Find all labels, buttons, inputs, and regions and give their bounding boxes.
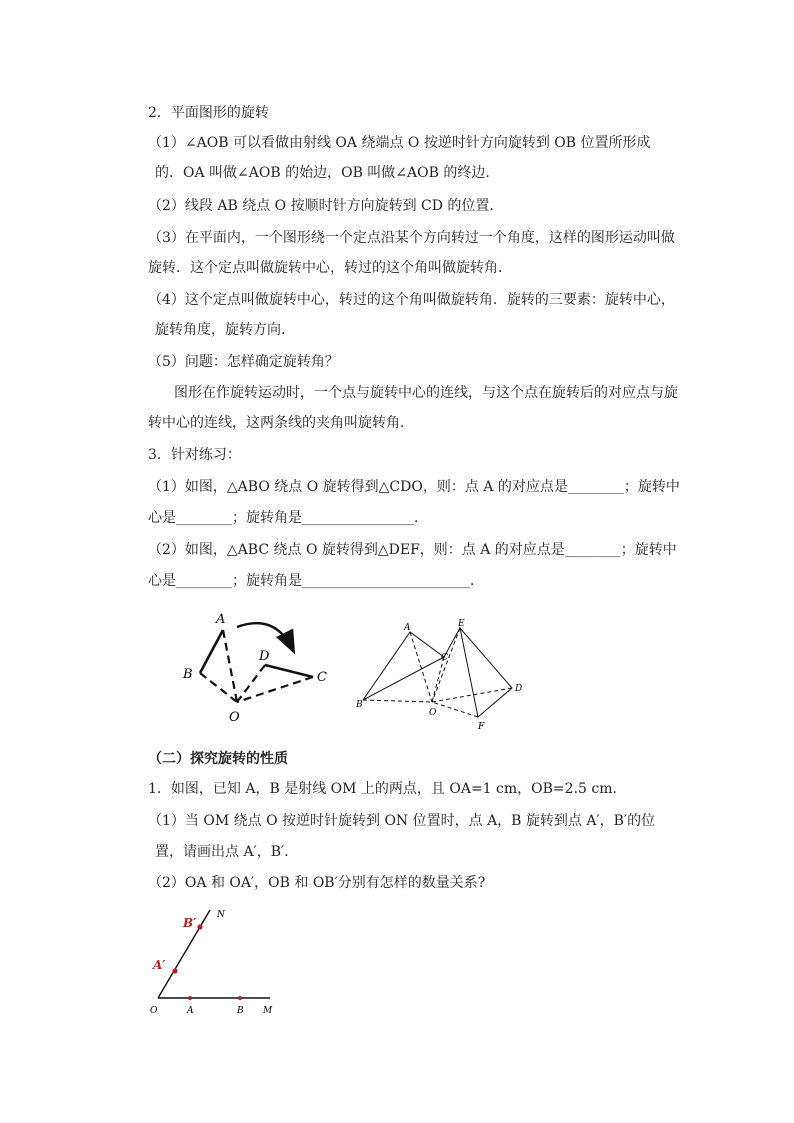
label-m: M — [263, 1006, 273, 1016]
point-a-prime — [172, 968, 177, 973]
triangle-def — [460, 628, 512, 717]
label-b-prime: B′ — [183, 916, 197, 930]
label-a: A — [216, 612, 226, 627]
segment-bo — [363, 700, 432, 702]
text-line: （1）∠AOB 可以看做由射线 OA 绕端点 O 按逆时针方向旋转到 OB 位置所形成 — [148, 135, 651, 151]
label-e: E — [458, 619, 465, 629]
section-explore-heading: （二）探究旋转的性质 — [148, 751, 288, 767]
exercise-line: （2）如图，△ABC 绕点 O 旋转得到△DEF，则：点 A 的对应点是________；旋转中 — [148, 542, 677, 558]
text-line: 图形在作旋转运动时，一个点与旋转中心的连线，与这个点在旋转后的对应点与旋 — [174, 385, 678, 401]
segment-eo — [432, 628, 460, 702]
label-b: B — [356, 700, 363, 710]
point-a — [188, 996, 192, 1000]
text-line: 的．OA 叫做∠AOB 的始边，OB 叫做∠AOB 的终边． — [155, 165, 500, 181]
exercise-line: （1）如图，△ABO 绕点 O 旋转得到△CDO，则：点 A 的对应点是________；旋转中 — [148, 479, 680, 495]
triangle-abc — [363, 632, 444, 700]
exercise-line: 心是________；旋转角是________________________． — [148, 573, 484, 589]
segment-ao — [223, 630, 237, 702]
segment-ao — [410, 632, 432, 702]
text-line: 旋转角度，旋转方向． — [155, 322, 295, 338]
label-o: O — [429, 708, 437, 718]
text-line: 置，请画出点 A′，B′． — [155, 844, 299, 860]
label-o: O — [229, 710, 240, 725]
rotation-arrow — [237, 623, 293, 650]
figure-rotation-abc-def — [350, 615, 530, 735]
text-line: （1）当 OM 绕点 O 按逆时针旋转到 ON 位置时，点 A，B 旋转到点 A′，B′的位 — [148, 813, 656, 829]
point-b — [238, 996, 242, 1000]
label-f: F — [478, 722, 485, 732]
text-line: （5）问题：怎样确定旋转角？ — [148, 354, 339, 370]
label-d: D — [259, 649, 270, 664]
label-a-prime: A′ — [153, 958, 166, 972]
segment-co — [237, 677, 313, 702]
segment-ab — [200, 630, 223, 673]
label-a: A — [187, 1006, 194, 1016]
label-o: O — [150, 1006, 158, 1016]
label-d: D — [515, 684, 523, 694]
text-line: 转中心的连线，这两条线的夹角叫旋转角． — [148, 415, 414, 431]
segment-do — [432, 688, 512, 702]
label-b: B — [183, 667, 193, 682]
text-line: 1．如图，已知 A，B 是射线 OM 上的两点，且 OA=1 cm，OB=2.5 cm． — [148, 781, 627, 797]
label-b: B — [237, 1006, 244, 1016]
exercise-line: 心是________；旋转角是________________． — [148, 510, 428, 526]
text-line: （2）OA 和 OA′，OB 和 OB′分别有怎样的数量关系? — [148, 875, 486, 891]
label-c: C — [441, 653, 448, 663]
label-c: C — [317, 670, 327, 685]
segment-fo — [432, 702, 478, 717]
text-line: （3）在平面内，一个图形绕一个定点沿某个方向转过一个角度，这样的图形运动叫做 — [148, 230, 675, 246]
figure-ray-rotation — [145, 905, 285, 1023]
text-line: 旋转．这个定点叫做旋转中心，转过的这个角叫做旋转角． — [148, 260, 512, 276]
section-3-heading: 3．针对练习： — [148, 447, 241, 463]
text-line: （2）线段 AB 绕点 O 按顺时针方向旋转到 CD 的位置． — [148, 198, 504, 214]
label-a: A — [404, 623, 411, 633]
segment-dc — [265, 665, 313, 677]
label-n: N — [217, 910, 225, 920]
section-2-heading: 2．平面图形的旋转 — [148, 105, 269, 121]
segment-co — [432, 657, 444, 702]
segment-bo — [200, 673, 237, 702]
segment-do — [237, 665, 265, 702]
text-line: （4）这个定点叫做旋转中心，转过的这个角叫做旋转角．旋转的三要素：旋转中心， — [148, 292, 675, 308]
point-b-prime — [197, 924, 202, 929]
figure-rotation-abo-cdo — [175, 605, 345, 730]
